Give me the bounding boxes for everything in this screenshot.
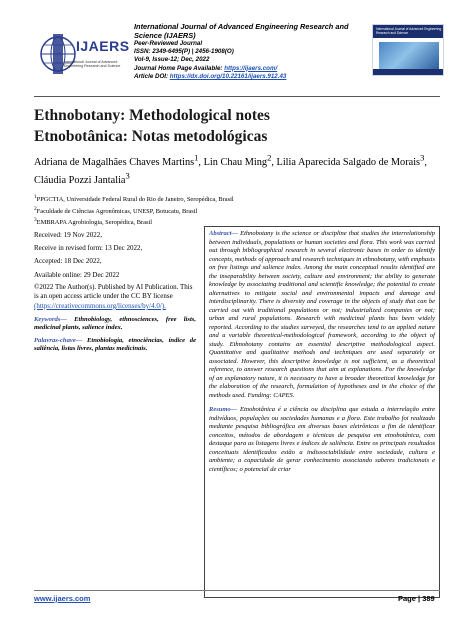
footer-divider [34,590,440,591]
author-name: Lin Chau Ming [203,157,268,169]
journal-header [34,22,444,92]
date-received: Received: 19 Nov 2022, [34,231,103,239]
author [34,170,130,187]
keywords-text: Ethnobiology, ethnosciences, free lists, medicinal plants, salience index. [34,315,196,332]
article-dates [34,230,196,280]
affiliation-sup: 2 [34,205,37,212]
license-text: ©2022 The Author(s). Published by AI Publication. This is an open access article under the CC BY license [34,282,193,301]
palavras-chave-text: Etnobiologia, etnociências, índice de saliência, listas livres, plantas medicinais. [34,336,196,353]
doi-line [134,73,366,81]
homepage-line [134,65,366,73]
issn: ISSN: 2349-6495(P) | 2456-1908(O) [134,48,234,56]
doi-link[interactable]: https://dx.doi.org/10.22161/ijaers.912.43 [169,72,287,80]
abstract [209,230,435,400]
header-divider [34,96,440,97]
abstract-label: Abstract— [209,230,238,237]
author [34,153,204,169]
author [203,153,277,169]
license-link[interactable]: (https://creativecommons.org/licenses/by/4.0/). [34,301,166,310]
author-sup: 1 [194,153,199,163]
author-sep: , [271,157,277,169]
author-name: Cláudia Pozzi Jantalia [34,175,126,187]
logo-globe-icon [36,28,80,84]
journal-title: International Journal of Advanced Engineering Research and Science (IJAERS) [134,22,349,40]
author-sup: 3 [420,153,425,163]
journal-logo [36,28,132,86]
keywords-label: Keywords— [34,315,67,323]
logo-subtitle: International Journal of Advanced Engineering Research and Science [64,60,121,69]
author [276,153,427,169]
date-accepted: Accepted: 18 Dec 2022, [34,257,102,266]
palavras-chave-label: Palavras-chave— [34,336,83,344]
affiliation [34,205,444,217]
cover-title: International Journal of Advanced Engineering Research and Science [376,27,442,35]
affiliation-text: PPGCTIA, Universidade Federal Rural do Rio de Janeiro, Seropédica, Brasil [36,196,234,204]
affiliation-text: EMBRAPA Agrobiologia, Seropédica, Brasil [36,219,152,227]
author-sup: 2 [267,153,272,163]
license-statement [34,283,196,312]
homepage-label: Journal Home Page Available: [134,64,225,72]
affiliations [34,193,444,228]
article-title-en: Ethnobotany: Methodological notes [34,107,270,124]
resumo-label: Resumo— [209,406,238,413]
abstract-text: Ethnobotany is the science or discipline that studies the interrelationship between individuals, populations or human societies and flora. This work was carried out through bibliographical research in several electronic bases in order to identify concepts, methods of approach and research techniques in ethnobotany, with emphasis on free listings and salience index. Among the main conceptual results identified are the inseparability between society, culture and environment; the ability to generate knowledge by associating traditional and scientific knowledge; the potential to create alternatives to mitigate social and environmental impacts and damage and interdisciplinarity. There is diversity and coverage in the objects of study that can be carried out with traditional populations or not; industrialized companies or not; urban and rural populations. Research with medicinal plants has been widely reported. According to the studies surveyed, the researches tend to an applied nature and a variable theoretical-methodological framework, according to the object of study. Ethnobotany contains an essential descriptive methodological aspect. Quantitative and qualitative methods and techniques are used separately or associated. However, this descriptive knowledge is not sufficient, as a theoretical reference, to answer research questions that aim at explanations. For the knowledge of an explanatory nature, it is necessary to have a broader theoretical knowledge for the elaboration of the research, formulation of hypotheses and in the choice of the methods used. Funding: CAPES. [209,230,435,399]
doi-label: Article DOI: [134,72,170,80]
affiliation-text: Faculdade de Ciências Agronômicas, UNESP, Botucatu, Brasil [36,207,198,215]
author-name: Lilia Aparecida Salgado de Morais [276,157,421,169]
journal-info [134,22,366,81]
cover-footer-band [373,69,443,75]
affiliation [34,193,444,205]
affiliation-sup: 3 [34,217,37,224]
resumo-text: Etnobotânica é a ciência ou disciplina que estuda a interrelação entre indivíduos, populações ou sociedades humanas e a flora. Este trabalho foi realizado mediante pesquisa bibliográfica em diversas bases eletrônicas a fim de identificar conceitos, métodos de abordagem e técnicas de pesquisa em etnobotânica, com destaque para as listagens livres e índices de saliência. Entre os principais resultados conceituais identificados estão a indissociabilidade entre sociedade, cultura e ambiente; a capacidade de gerar conhecimento associando saberes tradicionais e científicos; o potencial de criar [209,406,435,473]
author-name: Adriana de Magalhães Chaves Martins [34,157,195,169]
footer-site-link[interactable]: www.ijaers.com [34,594,91,603]
affiliation-sup: 1 [34,194,37,200]
page-number: Page | 389 [398,594,435,603]
author-list [34,152,444,188]
journal-cover-thumbnail [372,24,444,76]
article-title-pt: Etnobotânica: Notas metodológicas [34,128,268,145]
palavras-chave [34,337,196,354]
keywords [34,316,196,333]
peer-reviewed: Peer-Reviewed Journal [134,40,203,47]
volume-issue: Vol-9, Issue-12; Dec, 2022 [134,56,210,64]
author-sup: 3 [125,170,130,181]
abstract-box [204,226,440,598]
logo-wordmark: IJAERS [76,38,130,54]
date-online: Available online: 29 Dec 2022 [34,270,120,279]
article-info-column [34,230,196,354]
author-sep: , [198,157,204,169]
homepage-link[interactable]: https://ijaers.com/ [224,64,278,72]
resumo [209,406,435,474]
date-revised: Receive in revised form: 13 Dec 2022, [34,244,143,253]
cover-image [379,42,439,69]
author-sep: , [424,157,427,169]
